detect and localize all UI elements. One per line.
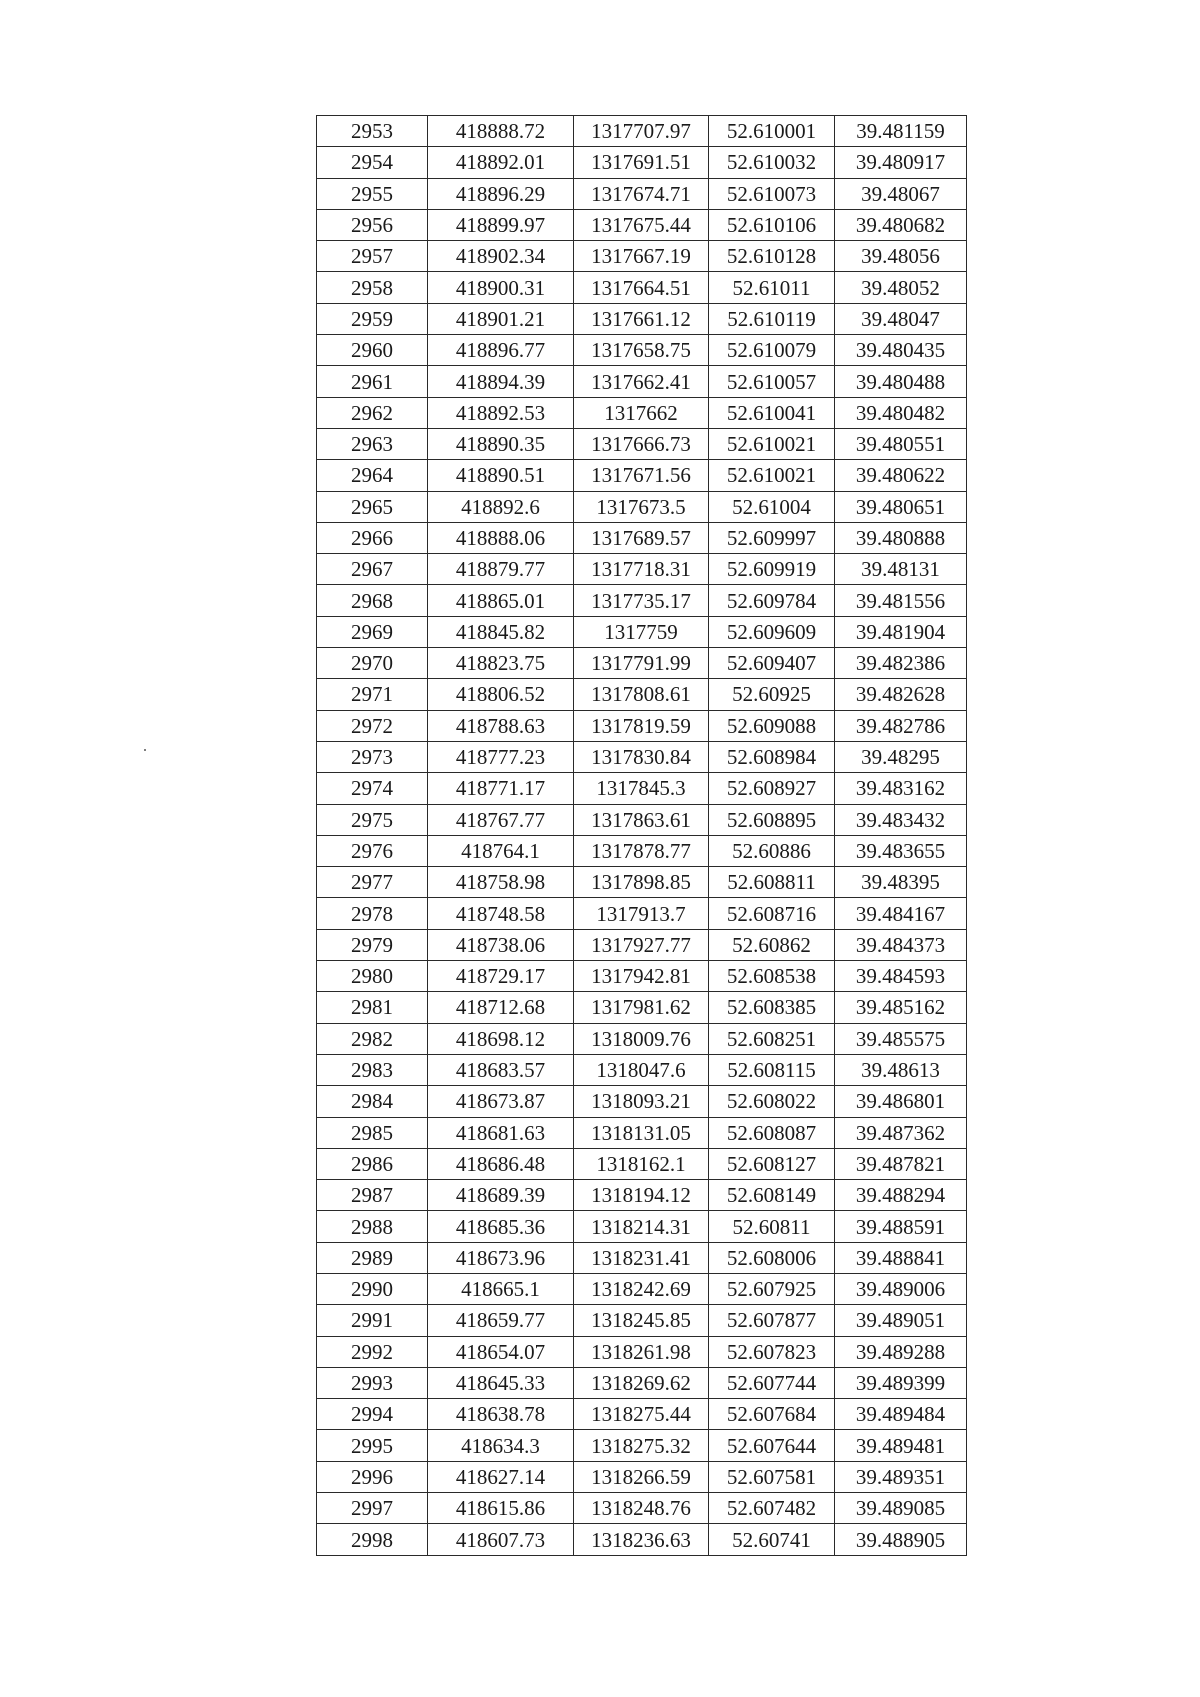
point-number-cell: 2964	[317, 460, 428, 491]
table-row	[317, 1211, 967, 1242]
table-row	[317, 491, 967, 522]
table-row	[317, 1524, 967, 1555]
table-row	[317, 1336, 967, 1367]
point-number-cell: 2990	[317, 1273, 428, 1304]
latitude-cell: 52.610079	[709, 335, 835, 366]
longitude-cell: 39.48067	[835, 178, 967, 209]
y-coordinate-cell: 1317689.57	[574, 522, 709, 553]
table-row	[317, 147, 967, 178]
longitude-cell: 39.489481	[835, 1430, 967, 1461]
point-number-cell: 2960	[317, 335, 428, 366]
longitude-cell: 39.480651	[835, 491, 967, 522]
x-coordinate-cell: 418615.86	[428, 1493, 574, 1524]
latitude-cell: 52.608716	[709, 898, 835, 929]
y-coordinate-cell: 1317662.41	[574, 366, 709, 397]
table-row	[317, 116, 967, 147]
x-coordinate-cell: 418758.98	[428, 867, 574, 898]
longitude-cell: 39.488905	[835, 1524, 967, 1555]
longitude-cell: 39.489085	[835, 1493, 967, 1524]
longitude-cell: 39.483432	[835, 804, 967, 835]
point-number-cell: 2994	[317, 1399, 428, 1430]
latitude-cell: 52.608251	[709, 1023, 835, 1054]
point-number-cell: 2971	[317, 679, 428, 710]
point-number-cell: 2957	[317, 241, 428, 272]
x-coordinate-cell: 418654.07	[428, 1336, 574, 1367]
point-number-cell: 2972	[317, 710, 428, 741]
table-row	[317, 835, 967, 866]
table-row	[317, 929, 967, 960]
table-row	[317, 898, 967, 929]
latitude-cell: 52.60811	[709, 1211, 835, 1242]
coordinates-table	[316, 115, 967, 1556]
latitude-cell: 52.609919	[709, 554, 835, 585]
longitude-cell: 39.481556	[835, 585, 967, 616]
y-coordinate-cell: 1317808.61	[574, 679, 709, 710]
point-number-cell: 2978	[317, 898, 428, 929]
longitude-cell: 39.488591	[835, 1211, 967, 1242]
latitude-cell: 52.608984	[709, 741, 835, 772]
point-number-cell: 2992	[317, 1336, 428, 1367]
longitude-cell: 39.480917	[835, 147, 967, 178]
x-coordinate-cell: 418902.34	[428, 241, 574, 272]
point-number-cell: 2986	[317, 1148, 428, 1179]
table-row	[317, 992, 967, 1023]
x-coordinate-cell: 418627.14	[428, 1461, 574, 1492]
x-coordinate-cell: 418712.68	[428, 992, 574, 1023]
latitude-cell: 52.607581	[709, 1461, 835, 1492]
point-number-cell: 2959	[317, 303, 428, 334]
point-number-cell: 2962	[317, 397, 428, 428]
point-number-cell: 2996	[317, 1461, 428, 1492]
y-coordinate-cell: 1318047.6	[574, 1054, 709, 1085]
y-coordinate-cell: 1317927.77	[574, 929, 709, 960]
table-row	[317, 741, 967, 772]
y-coordinate-cell: 1318009.76	[574, 1023, 709, 1054]
x-coordinate-cell: 418823.75	[428, 648, 574, 679]
longitude-cell: 39.482386	[835, 648, 967, 679]
y-coordinate-cell: 1317913.7	[574, 898, 709, 929]
table-row	[317, 178, 967, 209]
y-coordinate-cell: 1317878.77	[574, 835, 709, 866]
x-coordinate-cell: 418892.6	[428, 491, 574, 522]
longitude-cell: 39.480551	[835, 428, 967, 459]
x-coordinate-cell: 418890.51	[428, 460, 574, 491]
point-number-cell: 2987	[317, 1180, 428, 1211]
longitude-cell: 39.48052	[835, 272, 967, 303]
point-number-cell: 2974	[317, 773, 428, 804]
x-coordinate-cell: 418788.63	[428, 710, 574, 741]
x-coordinate-cell: 418681.63	[428, 1117, 574, 1148]
longitude-cell: 39.48395	[835, 867, 967, 898]
x-coordinate-cell: 418890.35	[428, 428, 574, 459]
longitude-cell: 39.485162	[835, 992, 967, 1023]
table-row	[317, 428, 967, 459]
point-number-cell: 2967	[317, 554, 428, 585]
x-coordinate-cell: 418892.01	[428, 147, 574, 178]
longitude-cell: 39.48056	[835, 241, 967, 272]
table-row	[317, 1242, 967, 1273]
longitude-cell: 39.480488	[835, 366, 967, 397]
latitude-cell: 52.60886	[709, 835, 835, 866]
y-coordinate-cell: 1318162.1	[574, 1148, 709, 1179]
x-coordinate-cell: 418777.23	[428, 741, 574, 772]
x-coordinate-cell: 418865.01	[428, 585, 574, 616]
y-coordinate-cell: 1317819.59	[574, 710, 709, 741]
y-coordinate-cell: 1318275.44	[574, 1399, 709, 1430]
latitude-cell: 52.60925	[709, 679, 835, 710]
table-row	[317, 335, 967, 366]
y-coordinate-cell: 1317658.75	[574, 335, 709, 366]
longitude-cell: 39.48613	[835, 1054, 967, 1085]
x-coordinate-cell: 418607.73	[428, 1524, 574, 1555]
table-row	[317, 366, 967, 397]
point-number-cell: 2991	[317, 1305, 428, 1336]
point-number-cell: 2993	[317, 1367, 428, 1398]
y-coordinate-cell: 1317691.51	[574, 147, 709, 178]
y-coordinate-cell: 1317830.84	[574, 741, 709, 772]
x-coordinate-cell: 418894.39	[428, 366, 574, 397]
y-coordinate-cell: 1317667.19	[574, 241, 709, 272]
y-coordinate-cell: 1318194.12	[574, 1180, 709, 1211]
x-coordinate-cell: 418673.87	[428, 1086, 574, 1117]
y-coordinate-cell: 1318231.41	[574, 1242, 709, 1273]
x-coordinate-cell: 418673.96	[428, 1242, 574, 1273]
longitude-cell: 39.489399	[835, 1367, 967, 1398]
y-coordinate-cell: 1317718.31	[574, 554, 709, 585]
y-coordinate-cell: 1318131.05	[574, 1117, 709, 1148]
x-coordinate-cell: 418767.77	[428, 804, 574, 835]
table-row	[317, 522, 967, 553]
table-row	[317, 272, 967, 303]
latitude-cell: 52.610032	[709, 147, 835, 178]
y-coordinate-cell: 1317981.62	[574, 992, 709, 1023]
longitude-cell: 39.488294	[835, 1180, 967, 1211]
point-number-cell: 2954	[317, 147, 428, 178]
x-coordinate-cell: 418896.29	[428, 178, 574, 209]
table-row	[317, 1305, 967, 1336]
y-coordinate-cell: 1317664.51	[574, 272, 709, 303]
point-number-cell: 2984	[317, 1086, 428, 1117]
longitude-cell: 39.480888	[835, 522, 967, 553]
longitude-cell: 39.486801	[835, 1086, 967, 1117]
x-coordinate-cell: 418689.39	[428, 1180, 574, 1211]
point-number-cell: 2982	[317, 1023, 428, 1054]
y-coordinate-cell: 1317791.99	[574, 648, 709, 679]
table-row	[317, 961, 967, 992]
table-row	[317, 1367, 967, 1398]
latitude-cell: 52.608127	[709, 1148, 835, 1179]
latitude-cell: 52.610106	[709, 209, 835, 240]
x-coordinate-cell: 418686.48	[428, 1148, 574, 1179]
table-row	[317, 554, 967, 585]
point-number-cell: 2969	[317, 616, 428, 647]
table-row	[317, 679, 967, 710]
table-row	[317, 1461, 967, 1492]
x-coordinate-cell: 418896.77	[428, 335, 574, 366]
table-row	[317, 1086, 967, 1117]
latitude-cell: 52.608895	[709, 804, 835, 835]
x-coordinate-cell: 418685.36	[428, 1211, 574, 1242]
latitude-cell: 52.607644	[709, 1430, 835, 1461]
y-coordinate-cell: 1318245.85	[574, 1305, 709, 1336]
table-row	[317, 867, 967, 898]
longitude-cell: 39.480482	[835, 397, 967, 428]
longitude-cell: 39.485575	[835, 1023, 967, 1054]
y-coordinate-cell: 1317674.71	[574, 178, 709, 209]
longitude-cell: 39.480622	[835, 460, 967, 491]
longitude-cell: 39.48047	[835, 303, 967, 334]
longitude-cell: 39.489006	[835, 1273, 967, 1304]
point-number-cell: 2983	[317, 1054, 428, 1085]
y-coordinate-cell: 1317675.44	[574, 209, 709, 240]
x-coordinate-cell: 418771.17	[428, 773, 574, 804]
y-coordinate-cell: 1318093.21	[574, 1086, 709, 1117]
latitude-cell: 52.609407	[709, 648, 835, 679]
table-row	[317, 648, 967, 679]
point-number-cell: 2966	[317, 522, 428, 553]
longitude-cell: 39.487362	[835, 1117, 967, 1148]
longitude-cell: 39.481159	[835, 116, 967, 147]
latitude-cell: 52.608006	[709, 1242, 835, 1273]
y-coordinate-cell: 1318214.31	[574, 1211, 709, 1242]
latitude-cell: 52.610119	[709, 303, 835, 334]
x-coordinate-cell: 418634.3	[428, 1430, 574, 1461]
y-coordinate-cell: 1318248.76	[574, 1493, 709, 1524]
point-number-cell: 2963	[317, 428, 428, 459]
y-coordinate-cell: 1317898.85	[574, 867, 709, 898]
longitude-cell: 39.489351	[835, 1461, 967, 1492]
latitude-cell: 52.609088	[709, 710, 835, 741]
table-row	[317, 397, 967, 428]
longitude-cell: 39.48295	[835, 741, 967, 772]
latitude-cell: 52.607684	[709, 1399, 835, 1430]
y-coordinate-cell: 1317662	[574, 397, 709, 428]
x-coordinate-cell: 418665.1	[428, 1273, 574, 1304]
x-coordinate-cell: 418879.77	[428, 554, 574, 585]
latitude-cell: 52.61011	[709, 272, 835, 303]
table-row	[317, 1273, 967, 1304]
longitude-cell: 39.483162	[835, 773, 967, 804]
table-row	[317, 1399, 967, 1430]
latitude-cell: 52.607482	[709, 1493, 835, 1524]
y-coordinate-cell: 1317666.73	[574, 428, 709, 459]
table-row	[317, 773, 967, 804]
longitude-cell: 39.482628	[835, 679, 967, 710]
point-number-cell: 2995	[317, 1430, 428, 1461]
x-coordinate-cell: 418845.82	[428, 616, 574, 647]
coordinates-table-body	[317, 116, 967, 1556]
point-number-cell: 2953	[317, 116, 428, 147]
x-coordinate-cell: 418729.17	[428, 961, 574, 992]
longitude-cell: 39.48131	[835, 554, 967, 585]
table-row	[317, 1023, 967, 1054]
point-number-cell: 2981	[317, 992, 428, 1023]
longitude-cell: 39.489051	[835, 1305, 967, 1336]
x-coordinate-cell: 418738.06	[428, 929, 574, 960]
latitude-cell: 52.608385	[709, 992, 835, 1023]
latitude-cell: 52.607823	[709, 1336, 835, 1367]
table-row	[317, 1117, 967, 1148]
table-row	[317, 804, 967, 835]
y-coordinate-cell: 1317707.97	[574, 116, 709, 147]
point-number-cell: 2961	[317, 366, 428, 397]
table-row	[317, 460, 967, 491]
latitude-cell: 52.609609	[709, 616, 835, 647]
table-row	[317, 1430, 967, 1461]
y-coordinate-cell: 1318269.62	[574, 1367, 709, 1398]
longitude-cell: 39.482786	[835, 710, 967, 741]
longitude-cell: 39.489484	[835, 1399, 967, 1430]
x-coordinate-cell: 418899.97	[428, 209, 574, 240]
point-number-cell: 2988	[317, 1211, 428, 1242]
longitude-cell: 39.484373	[835, 929, 967, 960]
table-row	[317, 303, 967, 334]
latitude-cell: 52.610128	[709, 241, 835, 272]
longitude-cell: 39.480682	[835, 209, 967, 240]
longitude-cell: 39.489288	[835, 1336, 967, 1367]
y-coordinate-cell: 1317759	[574, 616, 709, 647]
y-coordinate-cell: 1318261.98	[574, 1336, 709, 1367]
point-number-cell: 2956	[317, 209, 428, 240]
point-number-cell: 2989	[317, 1242, 428, 1273]
x-coordinate-cell: 418892.53	[428, 397, 574, 428]
point-number-cell: 2955	[317, 178, 428, 209]
latitude-cell: 52.610073	[709, 178, 835, 209]
y-coordinate-cell: 1317845.3	[574, 773, 709, 804]
table-row	[317, 1180, 967, 1211]
y-coordinate-cell: 1318236.63	[574, 1524, 709, 1555]
point-number-cell: 2998	[317, 1524, 428, 1555]
table-row	[317, 1148, 967, 1179]
table-row	[317, 1493, 967, 1524]
table-row	[317, 241, 967, 272]
x-coordinate-cell: 418683.57	[428, 1054, 574, 1085]
x-coordinate-cell: 418645.33	[428, 1367, 574, 1398]
latitude-cell: 52.608115	[709, 1054, 835, 1085]
x-coordinate-cell: 418748.58	[428, 898, 574, 929]
point-number-cell: 2965	[317, 491, 428, 522]
point-number-cell: 2985	[317, 1117, 428, 1148]
y-coordinate-cell: 1317661.12	[574, 303, 709, 334]
x-coordinate-cell: 418806.52	[428, 679, 574, 710]
latitude-cell: 52.60741	[709, 1524, 835, 1555]
longitude-cell: 39.484593	[835, 961, 967, 992]
y-coordinate-cell: 1318275.32	[574, 1430, 709, 1461]
latitude-cell: 52.608149	[709, 1180, 835, 1211]
y-coordinate-cell: 1318266.59	[574, 1461, 709, 1492]
latitude-cell: 52.610021	[709, 428, 835, 459]
x-coordinate-cell: 418659.77	[428, 1305, 574, 1336]
point-number-cell: 2975	[317, 804, 428, 835]
latitude-cell: 52.610041	[709, 397, 835, 428]
longitude-cell: 39.488841	[835, 1242, 967, 1273]
y-coordinate-cell: 1317942.81	[574, 961, 709, 992]
latitude-cell: 52.60862	[709, 929, 835, 960]
table-row	[317, 209, 967, 240]
latitude-cell: 52.608087	[709, 1117, 835, 1148]
x-coordinate-cell: 418698.12	[428, 1023, 574, 1054]
latitude-cell: 52.608927	[709, 773, 835, 804]
x-coordinate-cell: 418900.31	[428, 272, 574, 303]
y-coordinate-cell: 1317735.17	[574, 585, 709, 616]
latitude-cell: 52.610001	[709, 116, 835, 147]
table-row	[317, 616, 967, 647]
latitude-cell: 52.609784	[709, 585, 835, 616]
latitude-cell: 52.610057	[709, 366, 835, 397]
point-number-cell: 2980	[317, 961, 428, 992]
point-number-cell: 2973	[317, 741, 428, 772]
y-coordinate-cell: 1317673.5	[574, 491, 709, 522]
longitude-cell: 39.484167	[835, 898, 967, 929]
y-coordinate-cell: 1317863.61	[574, 804, 709, 835]
y-coordinate-cell: 1318242.69	[574, 1273, 709, 1304]
point-number-cell: 2970	[317, 648, 428, 679]
point-number-cell: 2958	[317, 272, 428, 303]
point-number-cell: 2968	[317, 585, 428, 616]
longitude-cell: 39.480435	[835, 335, 967, 366]
x-coordinate-cell: 418638.78	[428, 1399, 574, 1430]
latitude-cell: 52.607925	[709, 1273, 835, 1304]
scan-speck	[144, 749, 146, 751]
table-row	[317, 710, 967, 741]
latitude-cell: 52.610021	[709, 460, 835, 491]
x-coordinate-cell: 418901.21	[428, 303, 574, 334]
x-coordinate-cell: 418888.06	[428, 522, 574, 553]
point-number-cell: 2997	[317, 1493, 428, 1524]
latitude-cell: 52.609997	[709, 522, 835, 553]
table-row	[317, 1054, 967, 1085]
x-coordinate-cell: 418764.1	[428, 835, 574, 866]
y-coordinate-cell: 1317671.56	[574, 460, 709, 491]
point-number-cell: 2976	[317, 835, 428, 866]
latitude-cell: 52.607744	[709, 1367, 835, 1398]
latitude-cell: 52.607877	[709, 1305, 835, 1336]
latitude-cell: 52.608811	[709, 867, 835, 898]
longitude-cell: 39.481904	[835, 616, 967, 647]
longitude-cell: 39.487821	[835, 1148, 967, 1179]
latitude-cell: 52.61004	[709, 491, 835, 522]
longitude-cell: 39.483655	[835, 835, 967, 866]
x-coordinate-cell: 418888.72	[428, 116, 574, 147]
point-number-cell: 2977	[317, 867, 428, 898]
latitude-cell: 52.608022	[709, 1086, 835, 1117]
point-number-cell: 2979	[317, 929, 428, 960]
table-row	[317, 585, 967, 616]
latitude-cell: 52.608538	[709, 961, 835, 992]
